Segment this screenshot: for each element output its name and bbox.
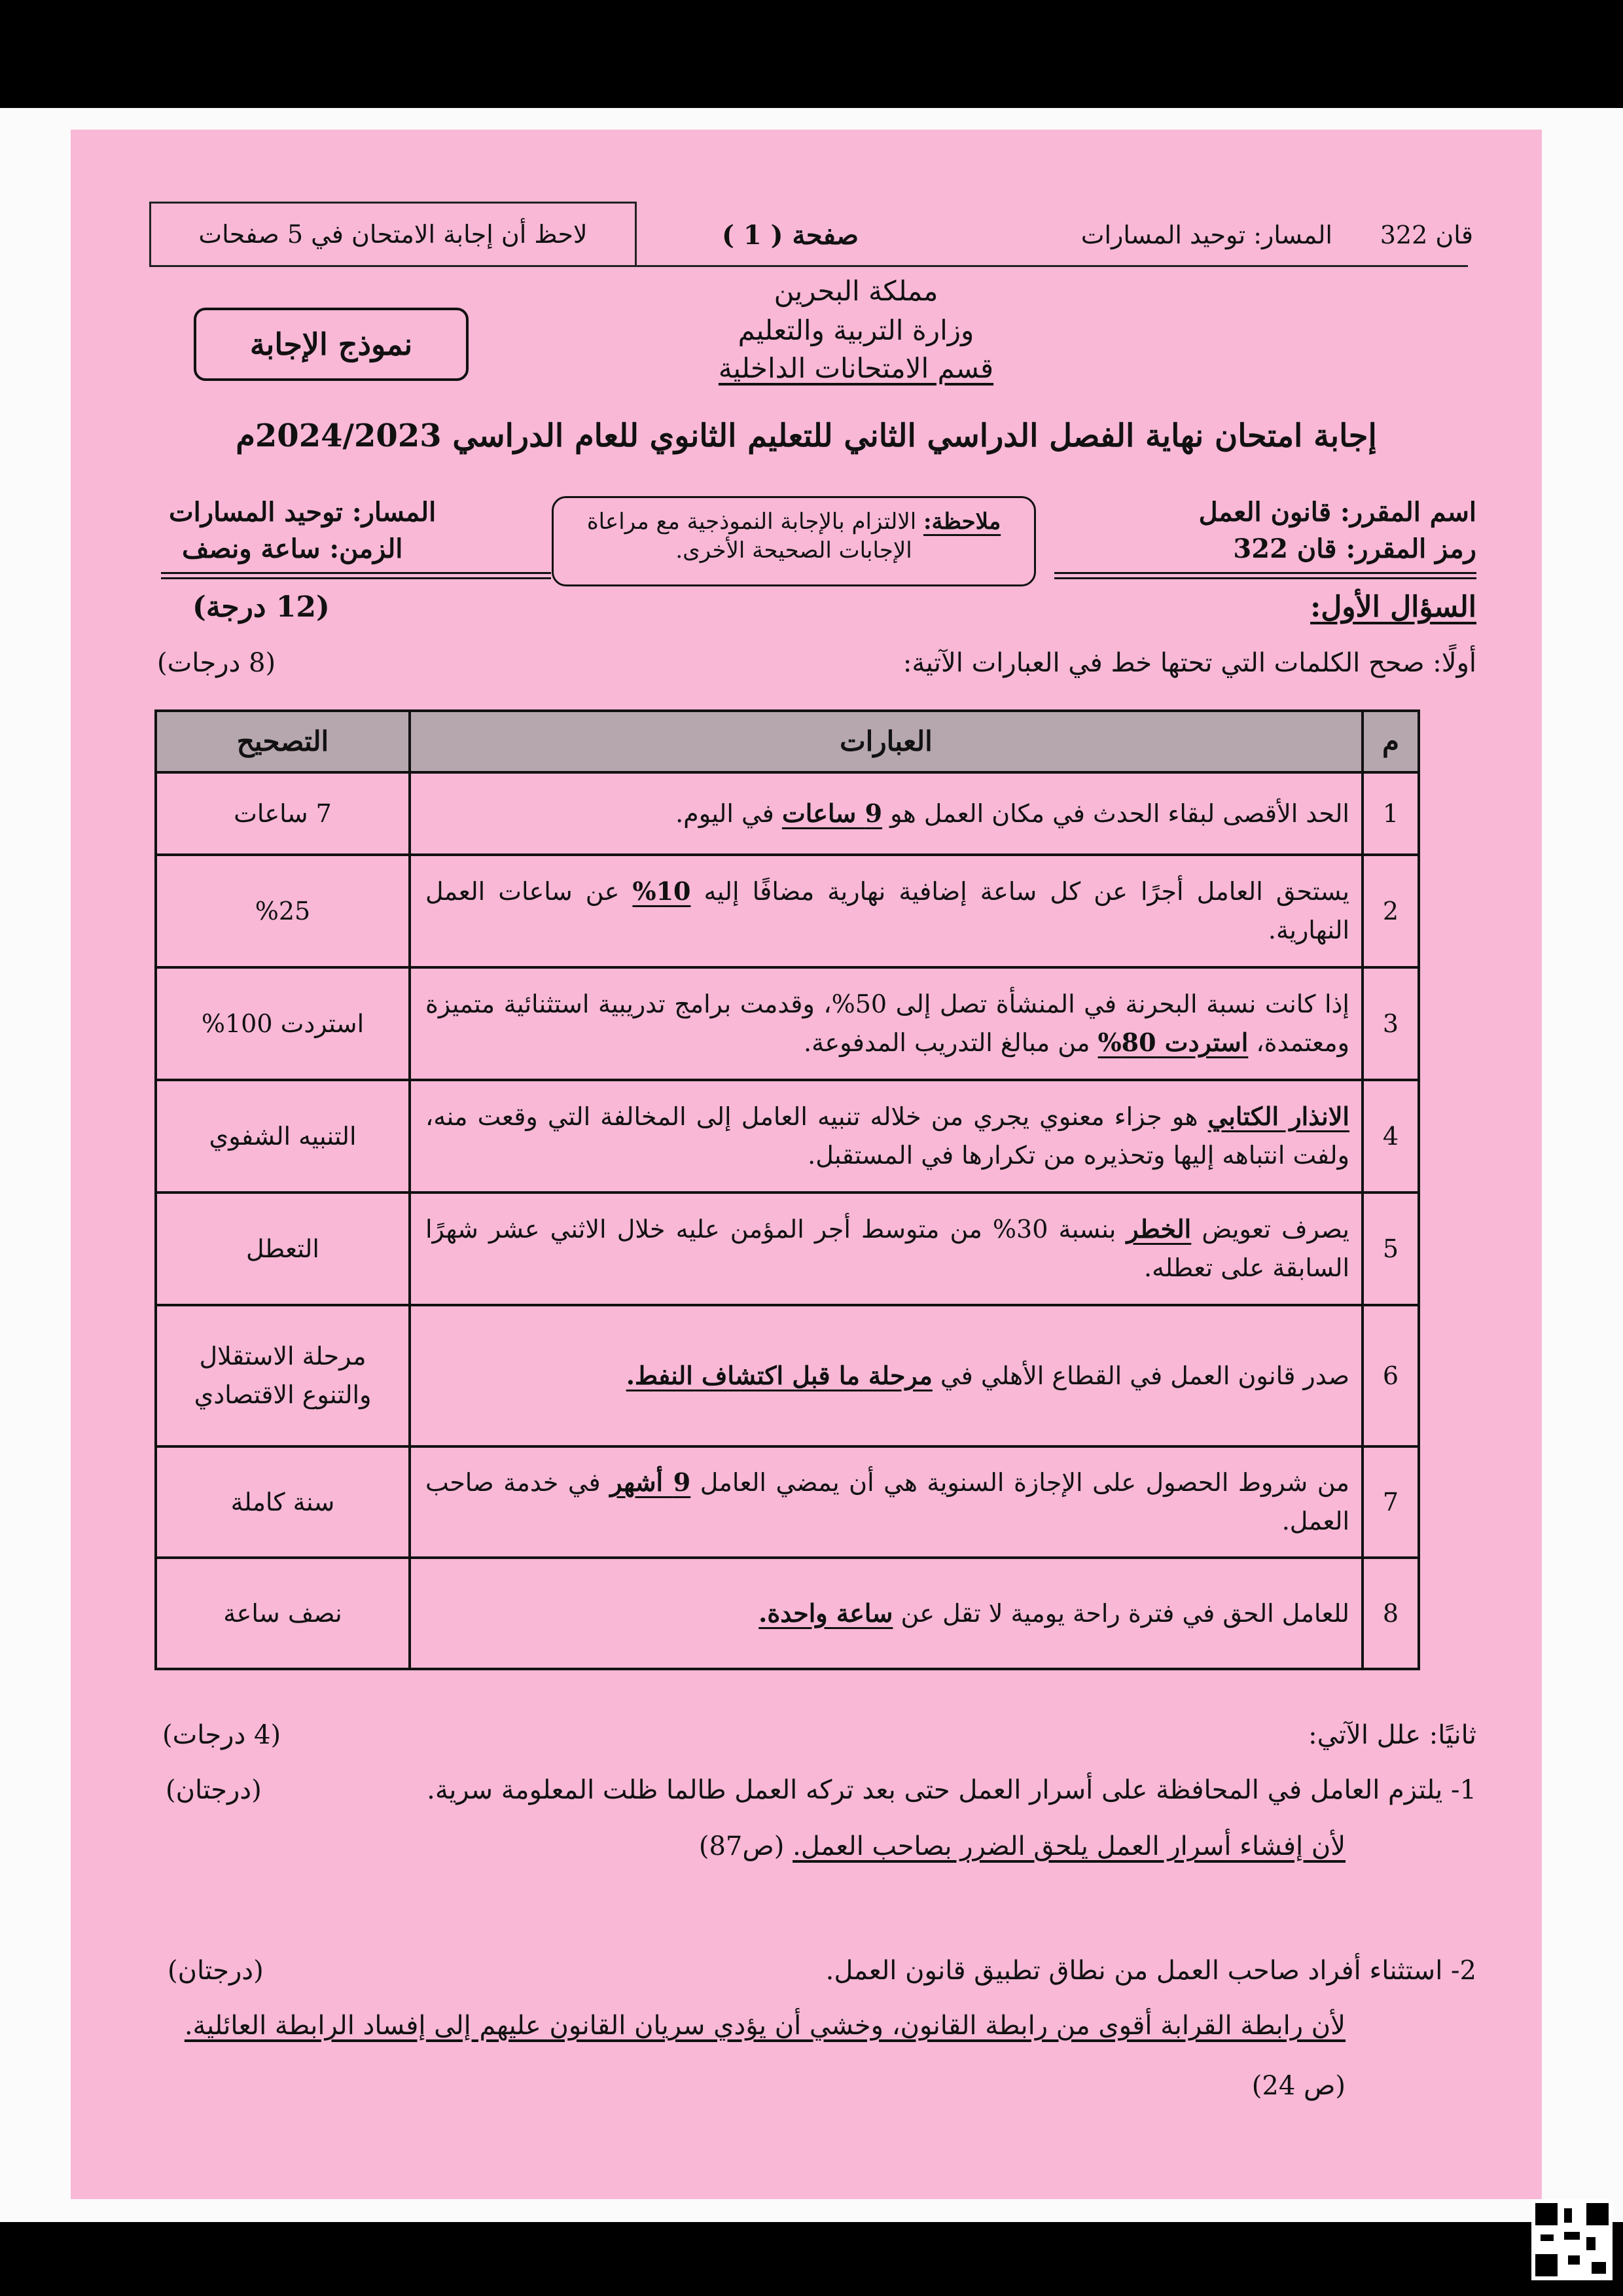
row-statement: يصرف تعويض الخطر بنسبة 30% من متوسط أجر المؤمن عليه خلال الاثني عشر شهرًا السابقة على تعطله. bbox=[410, 1193, 1363, 1305]
part1-instruction: أولًا: صحح الكلمات التي تحتها خط في العبارات الآتية: bbox=[902, 648, 1476, 678]
table-row bbox=[156, 1446, 1419, 1558]
table-row bbox=[156, 1305, 1419, 1446]
note-label: ملاحظة: bbox=[923, 509, 1001, 535]
row-correction: نصف ساعة bbox=[156, 1558, 410, 1669]
page-number: صفحة ( 1 ) bbox=[722, 220, 859, 251]
underlined-term: الخطر bbox=[1126, 1214, 1192, 1244]
row-statement: الانذار الكتابي هو جزاء معنوي يجري من خلاله تنبيه العامل إلى المخالفة التي وقعت منه، ولفت انتباهه إليها وتحذيره من تكرارها في المستقبل. bbox=[410, 1080, 1363, 1193]
row-correction: %25 bbox=[156, 855, 410, 967]
table-row bbox=[156, 1558, 1419, 1669]
row-number: 1 bbox=[1363, 772, 1419, 855]
ministry-name: وزارة التربية والتعليم bbox=[738, 314, 974, 346]
page-ref: (ص87) bbox=[698, 1831, 793, 1861]
table-row bbox=[156, 1193, 1419, 1305]
table-header-row bbox=[156, 711, 1419, 772]
note-text-line1: الالتزام بالإجابة النموذجية مع مراعاة bbox=[586, 509, 923, 535]
underlined-term: مرحلة ما قبل اكتشاف النفط. bbox=[626, 1360, 933, 1390]
course-name: اسم المقرر: قانون العمل bbox=[1198, 497, 1476, 528]
row-number: 3 bbox=[1363, 967, 1419, 1080]
question-1-marks: (12 درجة) bbox=[192, 590, 330, 624]
underlined-term: 9 أشهر bbox=[610, 1467, 691, 1498]
row-correction: مرحلة الاستقلال والتنوع الاقتصادي bbox=[156, 1305, 410, 1446]
row-correction: التنبيه الشفوي bbox=[156, 1080, 410, 1193]
qr-code-icon bbox=[1531, 2199, 1613, 2280]
table-row bbox=[156, 967, 1419, 1080]
header-num: م bbox=[1363, 711, 1419, 772]
row-correction: 7 ساعات bbox=[156, 772, 410, 855]
page-ref-2: (ص 24) bbox=[1251, 2071, 1346, 2101]
underlined-term: الانذار الكتابي bbox=[1207, 1102, 1349, 1132]
exam-page bbox=[71, 130, 1542, 2199]
row-statement: صدر قانون العمل في القطاع الأهلي في مرحلة ما قبل اكتشاف النفط. bbox=[410, 1305, 1363, 1446]
track-info: المسار: توحيد المسارات bbox=[169, 497, 437, 528]
note-box bbox=[552, 496, 1036, 586]
underlined-term: 10% bbox=[632, 876, 691, 906]
reason-marks-1: (درجتان) bbox=[166, 1775, 262, 1805]
reason-marks-2: (درجتان) bbox=[168, 1956, 264, 1986]
model-answer-badge: نموذج الإجابة bbox=[194, 308, 469, 381]
row-statement: الحد الأقصى لبقاء الحدث في مكان العمل هو 9 ساعات في اليوم. bbox=[410, 772, 1363, 855]
underlined-term: 9 ساعات bbox=[781, 798, 883, 828]
table-row bbox=[156, 1080, 1419, 1193]
page-count-notice: لاحظ أن إجابة الامتحان في 5 صفحات bbox=[149, 202, 637, 267]
part1-marks: (8 درجات) bbox=[157, 648, 276, 678]
table-row bbox=[156, 772, 1419, 855]
course-code-header: قان 322 bbox=[1380, 221, 1473, 249]
corrections-table bbox=[154, 709, 1420, 1670]
kingdom-name: مملكة البحرين bbox=[774, 275, 938, 307]
reason-answer-2: لأن رابطة القرابة أقوى من رابطة القانون، وخشي أن يؤدي سريان القانون عليهم إلى إفساد الرابطة العائلية. bbox=[184, 2011, 1346, 2041]
time-info: الزمن: ساعة ونصف bbox=[182, 533, 403, 564]
row-number: 4 bbox=[1363, 1080, 1419, 1193]
row-correction: استردت 100% bbox=[156, 967, 410, 1080]
row-number: 6 bbox=[1363, 1305, 1419, 1446]
info-rule-left bbox=[161, 572, 551, 574]
part2-instruction: ثانيًا: علل الآتي: bbox=[1308, 1720, 1476, 1750]
part2-marks: (4 درجات) bbox=[162, 1720, 281, 1750]
underlined-term: استردت 80% bbox=[1097, 1028, 1249, 1057]
question-1-title: السؤال الأول: bbox=[1310, 590, 1476, 624]
note-text-line2: الإجابات الصحيحة الأخرى. bbox=[675, 537, 912, 564]
row-number: 8 bbox=[1363, 1558, 1419, 1669]
reason-question-1: 1- يلتزم العامل في المحافظة على أسرار العمل حتى بعد تركه العمل طالما ظلت المعلومة سرية. bbox=[427, 1775, 1476, 1805]
row-number: 5 bbox=[1363, 1193, 1419, 1305]
row-statement: يستحق العامل أجرًا عن كل ساعة إضافية نهارية مضافًا إليه 10% عن ساعات العمل النهارية. bbox=[410, 855, 1363, 967]
row-correction: التعطل bbox=[156, 1193, 410, 1305]
course-symbol: رمز المقرر: قان 322 bbox=[1233, 533, 1476, 564]
section-name: قسم الامتحانات الداخلية bbox=[718, 352, 994, 384]
row-number: 2 bbox=[1363, 855, 1419, 967]
underlined-term: ساعة واحدة. bbox=[758, 1598, 893, 1628]
row-number: 7 bbox=[1363, 1446, 1419, 1558]
row-correction: سنة كاملة bbox=[156, 1446, 410, 1558]
row-statement: من شروط الحصول على الإجازة السنوية هي أن يمضي العامل 9 أشهر في خدمة صاحب العمل. bbox=[410, 1446, 1363, 1558]
header-statement: العبارات bbox=[410, 711, 1363, 772]
reason-answer-1: لأن إفشاء أسرار العمل يلحق الضرر بصاحب العمل. (ص87) bbox=[698, 1831, 1346, 1861]
exam-title: إجابة امتحان نهاية الفصل الدراسي الثاني للتعليم الثانوي للعام الدراسي 2024/2023م bbox=[236, 418, 1377, 454]
reason-question-2: 2- استثناء أفراد صاحب العمل من نطاق تطبيق قانون العمل. bbox=[825, 1956, 1476, 1986]
track-header: المسار: توحيد المسارات bbox=[1080, 221, 1332, 249]
info-rule-right bbox=[1054, 572, 1476, 574]
row-statement: للعامل الحق في فترة راحة يومية لا تقل عن ساعة واحدة. bbox=[410, 1558, 1363, 1669]
row-statement: إذا كانت نسبة البحرنة في المنشأة تصل إلى 50%، وقدمت برامج تدريبية استثنائية متميزة ومعتمدة، استردت 80% من مبالغ التدريب المدفوعة. bbox=[410, 967, 1363, 1080]
table-row bbox=[156, 855, 1419, 967]
header-correction: التصحيح bbox=[156, 711, 410, 772]
